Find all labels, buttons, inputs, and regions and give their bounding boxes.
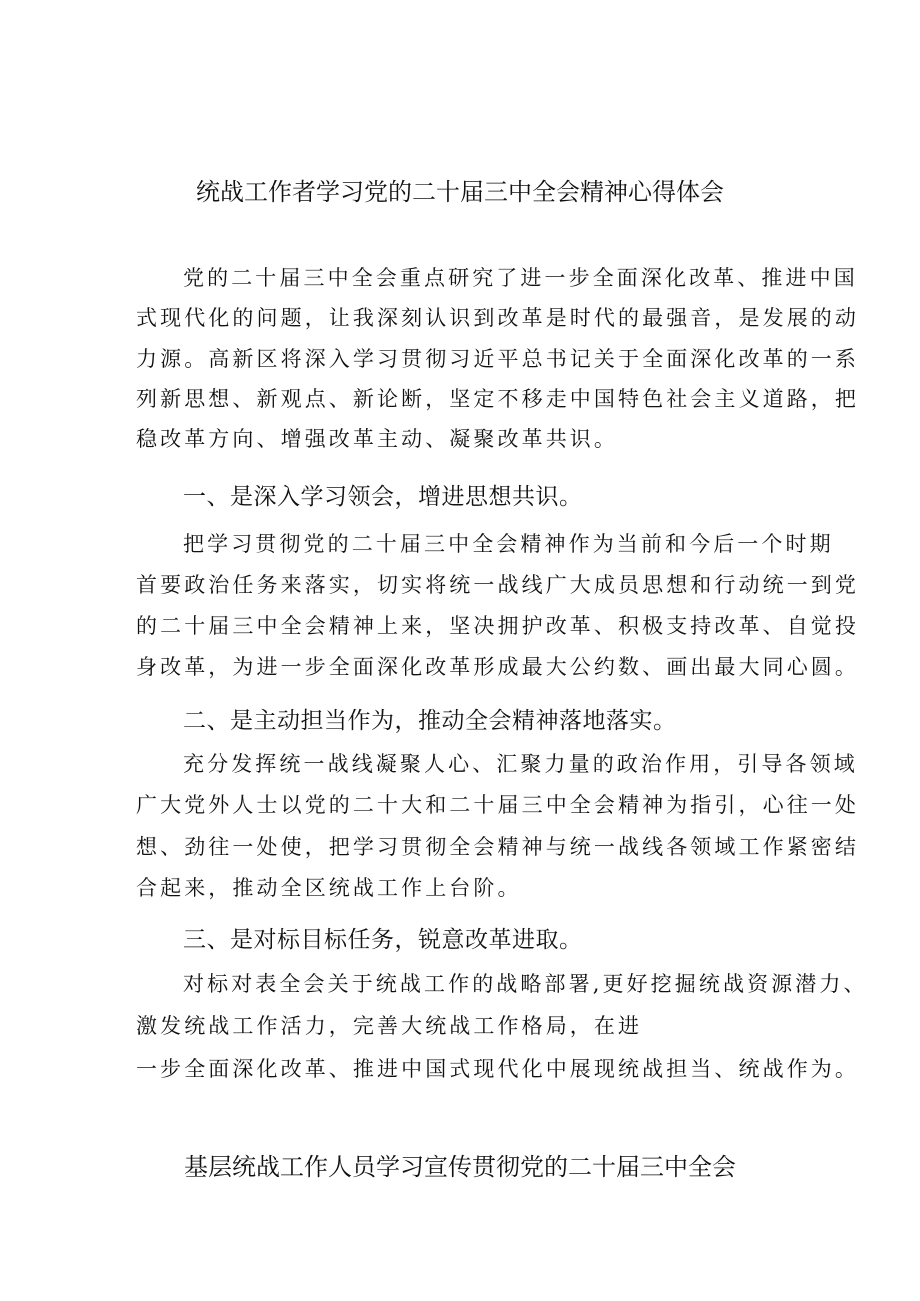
- paragraph-line: 稳改革方向、增强改革主动、凝聚改革共识。: [136, 427, 618, 451]
- next-document-title: 基层统战工作人员学习宣传贯彻党的二十届三中全会: [184, 1153, 736, 1181]
- paragraph-line: 激发统战工作活力，完善大统战工作格局，在进: [136, 1014, 643, 1038]
- section-heading-2: 二、是主动担当作为，推动全会精神落地落实。: [183, 708, 677, 734]
- section-heading-3: 三、是对标目标任务，锐意改革进取。: [183, 927, 583, 953]
- paragraph-line: 式现代化的问题，让我深刻认识到改革是时代的最强音，是发展的动: [136, 306, 859, 330]
- document-title: 统战工作者学习党的二十届三中全会精神心得体会: [196, 178, 724, 206]
- paragraph-line: 想、劲往一处使，把学习贯彻全会精神与统一战线各领域工作紧密结: [136, 835, 859, 859]
- paragraph-line: 力源。高新区将深入学习贯彻习近平总书记关于全面深化改革的一系: [136, 347, 859, 371]
- paragraph-line: 身改革，为进一步全面深化改革形成最大公约数、画出最大同心圆。: [136, 655, 859, 679]
- paragraph-line: 合起来，推动全区统战工作上台阶。: [136, 876, 522, 900]
- paragraph-line: 首要政治任务来落实，切实将统一战线广大成员思想和行动统一到党: [136, 573, 859, 597]
- paragraph-line: 广大党外人士以党的二十大和二十届三中全会精神为指引，心往一处: [136, 793, 859, 817]
- paragraph-line: 党的二十届三中全会重点研究了进一步全面深化改革、推进中国: [183, 266, 858, 290]
- paragraph-line: 一步全面深化改革、推进中国式现代化中展现统战担当、统战作为。: [136, 1057, 859, 1081]
- paragraph-line: 列新思想、新观点、新论断，坚定不移走中国特色社会主义道路，把: [136, 387, 859, 411]
- paragraph-line: 充分发挥统一战线凝聚人心、汇聚力量的政治作用，引导各领域: [183, 752, 858, 776]
- paragraph-line: 对标对表全会关于统战工作的战略部署,更好挖掘统战资源潜力、: [183, 972, 868, 996]
- paragraph-line: 把学习贯彻党的二十届三中全会精神作为当前和今后一个时期: [183, 532, 834, 556]
- paragraph-line: 的二十届三中全会精神上来，坚决拥护改革、积极支持改革、自觉投: [136, 614, 859, 638]
- section-heading-1: 一、是深入学习领会，增进思想共识。: [183, 484, 583, 510]
